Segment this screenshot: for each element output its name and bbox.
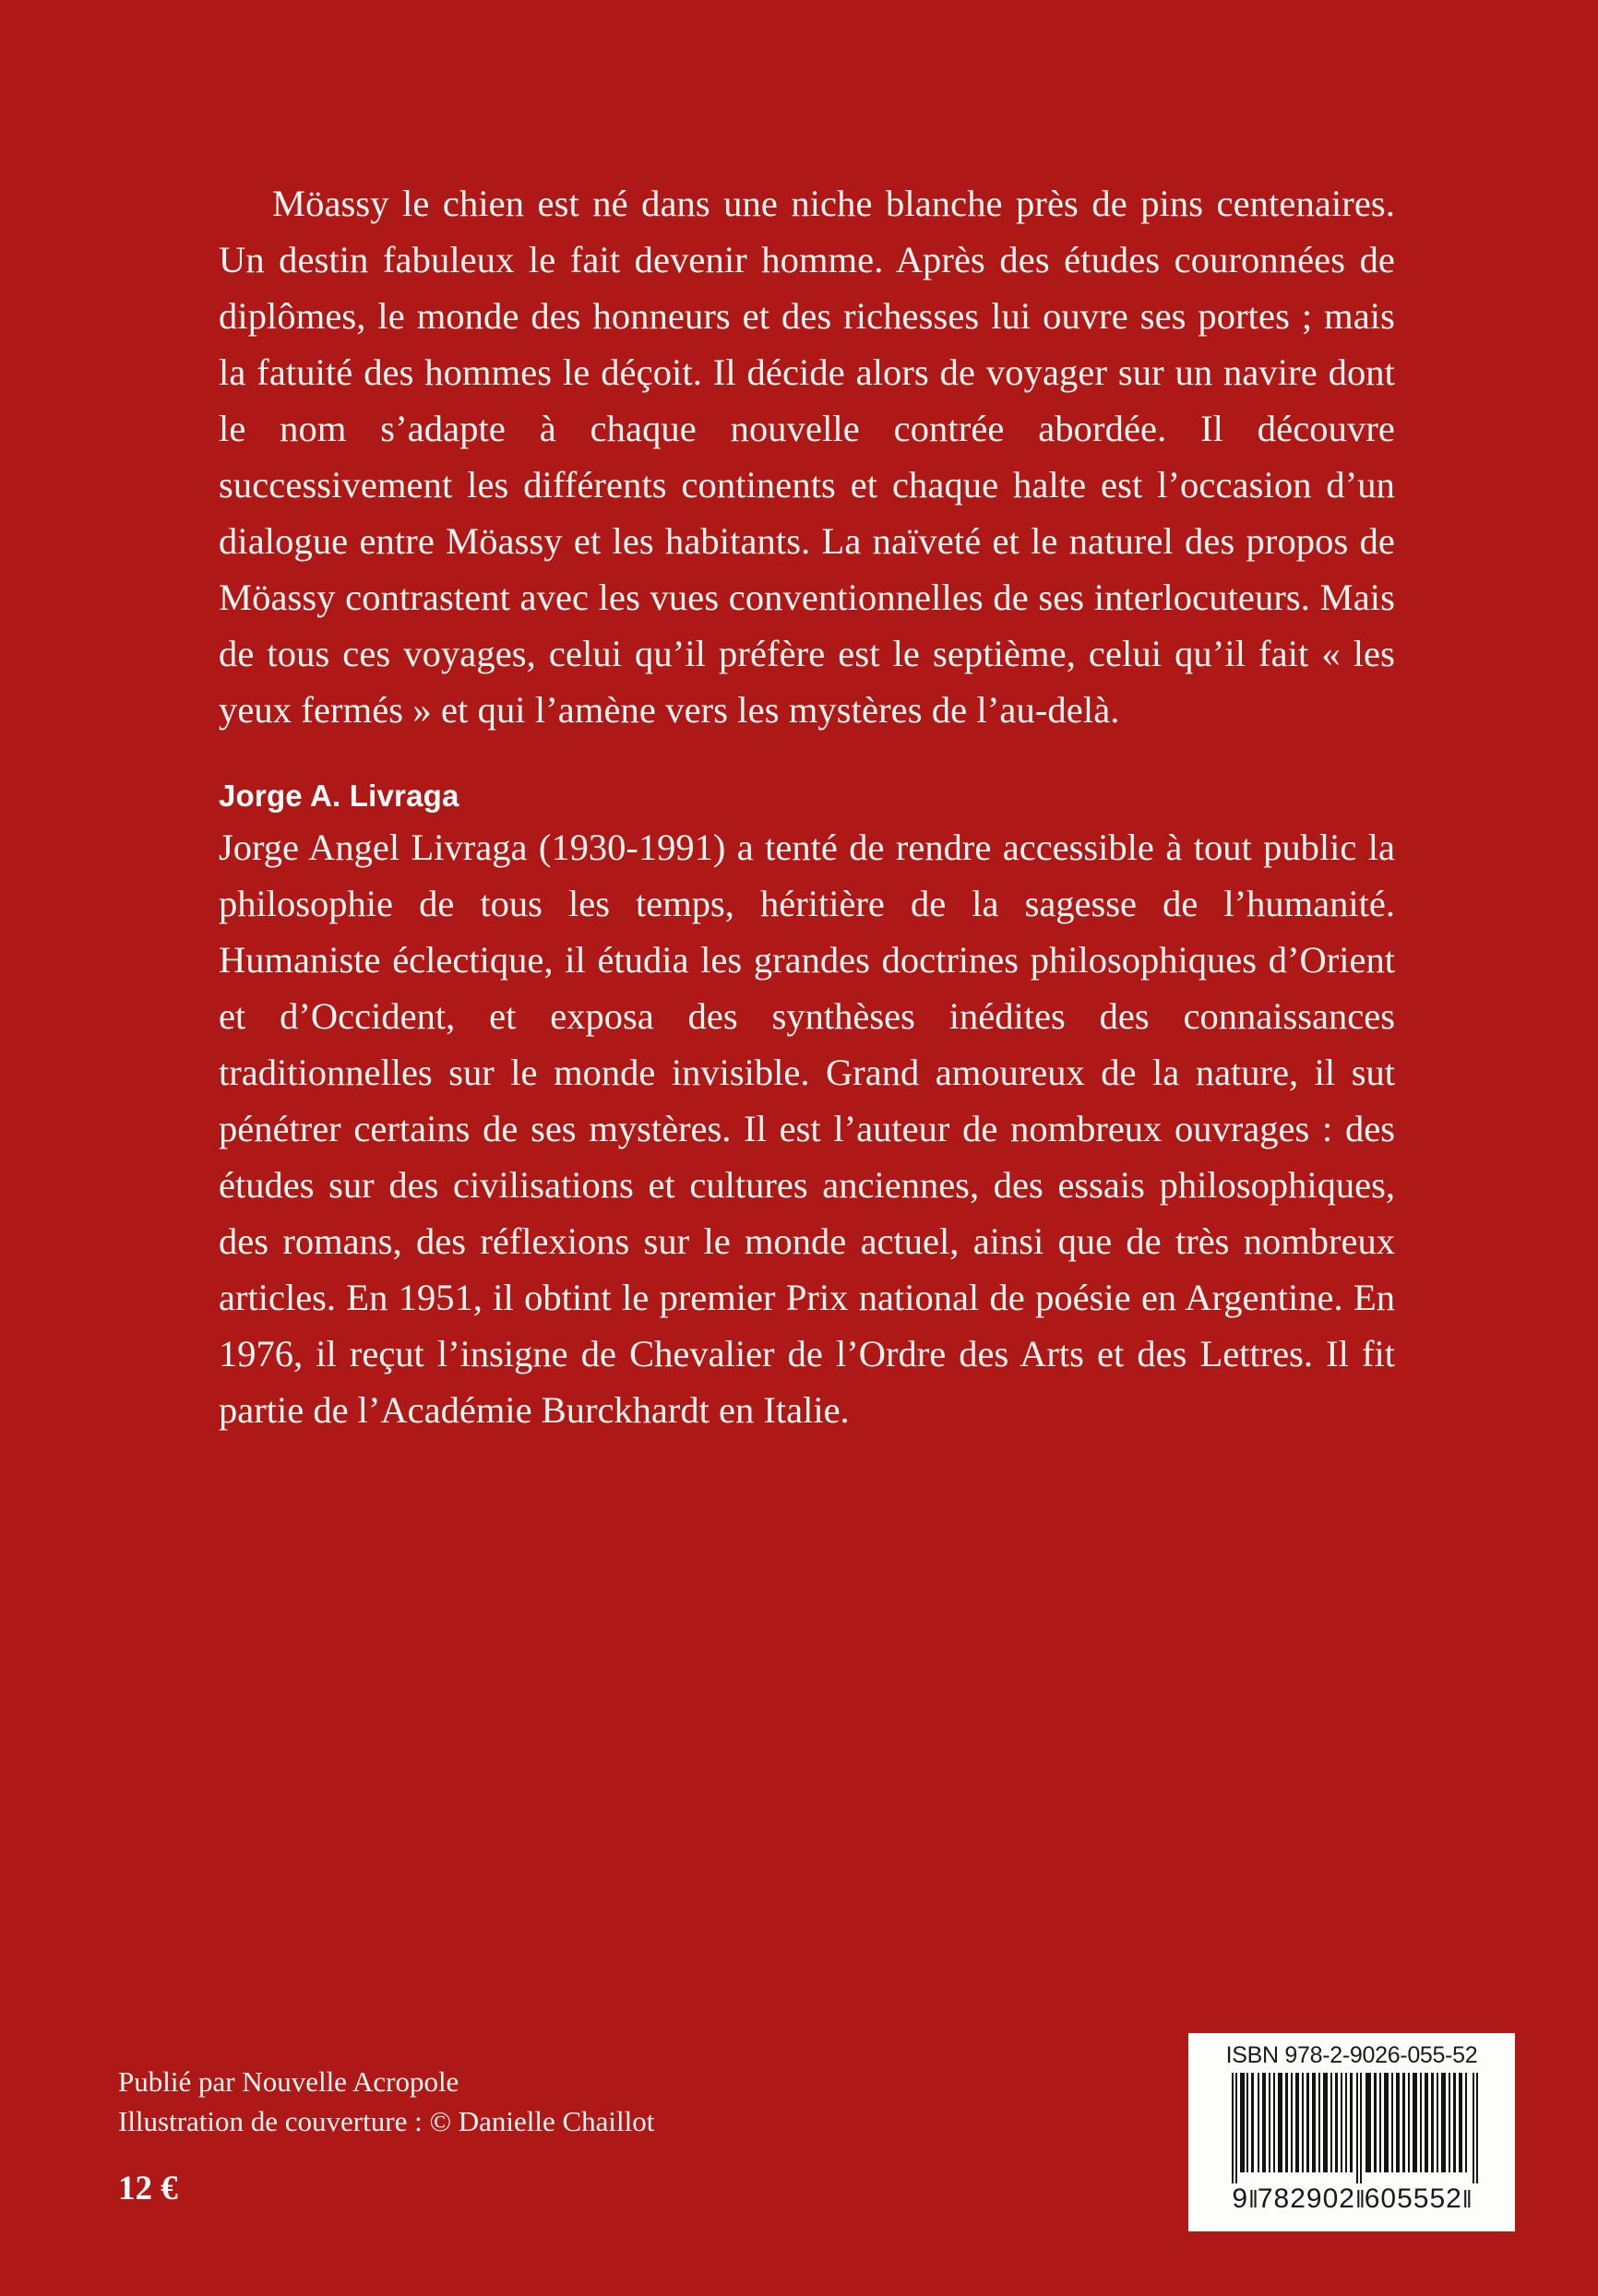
ean-digits (1232, 2184, 1471, 2214)
ean-separator-right: ‖ (1461, 2185, 1472, 2213)
ean-right-group: 605552 (1364, 2183, 1462, 2214)
illustration-credit-line: Illustration de couverture : © Danielle Chaillot (118, 2105, 655, 2137)
ean-separator-left: ‖ (1248, 2185, 1258, 2213)
footer-block (118, 2062, 1041, 2208)
ean-separator-center: ‖ (1354, 2185, 1365, 2213)
ean-first-digit: 9 (1232, 2183, 1249, 2214)
price-label: 12 € (118, 2170, 178, 2207)
isbn-label: ISBN 978-2-9026-055-52 (1225, 2042, 1478, 2068)
barcode-bars-container (1209, 2073, 1495, 2183)
ean13-barcode-icon (1209, 2073, 1495, 2183)
text-column (219, 175, 1395, 1438)
author-heading: Jorge A. Livraga (219, 779, 459, 813)
barcode-block (1188, 2033, 1515, 2231)
author-biography: Jorge Angel Livraga (1930-1991) a tenté de rendre accessible à tout public la philosophie de tous les temps, héritière de la sagesse de l’humanité. Humaniste éclectique, il étudia les grandes doctrines philosophiques d’Orient et d’Occident, et exposa des synthèses inédites des connaissances traditionnelles sur le monde invisible. Grand amoureux de la nature, il sut pénétrer certains de ses mystères. Il est l’auteur de nombreux ouvrages : des études sur des civilisations et cultures anciennes, des essais philosophiques, des romans, des réflexions sur le monde actuel, ainsi que de très nombreux articles. En 1951, il obtint le premier Prix national de poésie en Argentine. En 1976, il reçut l’insigne de Chevalier de l’Ordre des Arts et des Lettres. Il fit partie de l’Académie Burckhardt en Italie. (219, 827, 1395, 1431)
publisher-line: Publié par Nouvelle Acropole (118, 2065, 459, 2098)
book-blurb: Möassy le chien est né dans une niche blanche près de pins centenaires. Un destin fabuleux le fait devenir homme. Après des études couronnées de diplômes, le monde des honneurs et des richesses lui ouvre ses portes ; mais la fatuité des hommes le déçoit. Il décide alors de voyager sur un navire dont le nom s’adapte à chaque nouvelle contrée abordée. Il découvre successivement les différents continents et chaque halte est l’occasion d’un dialogue entre Möassy et les habitants. La naïveté et le naturel des propos de Möassy contrastent avec les vues conventionnelles de ses interlocuteurs. Mais de tous ces voyages, celui qu’il préfère est le septième, celui qu’il fait « les yeux fermés » et qui l’amène vers les mystères de l’au-delà. (219, 183, 1395, 731)
ean-left-group: 782902 (1257, 2183, 1355, 2214)
